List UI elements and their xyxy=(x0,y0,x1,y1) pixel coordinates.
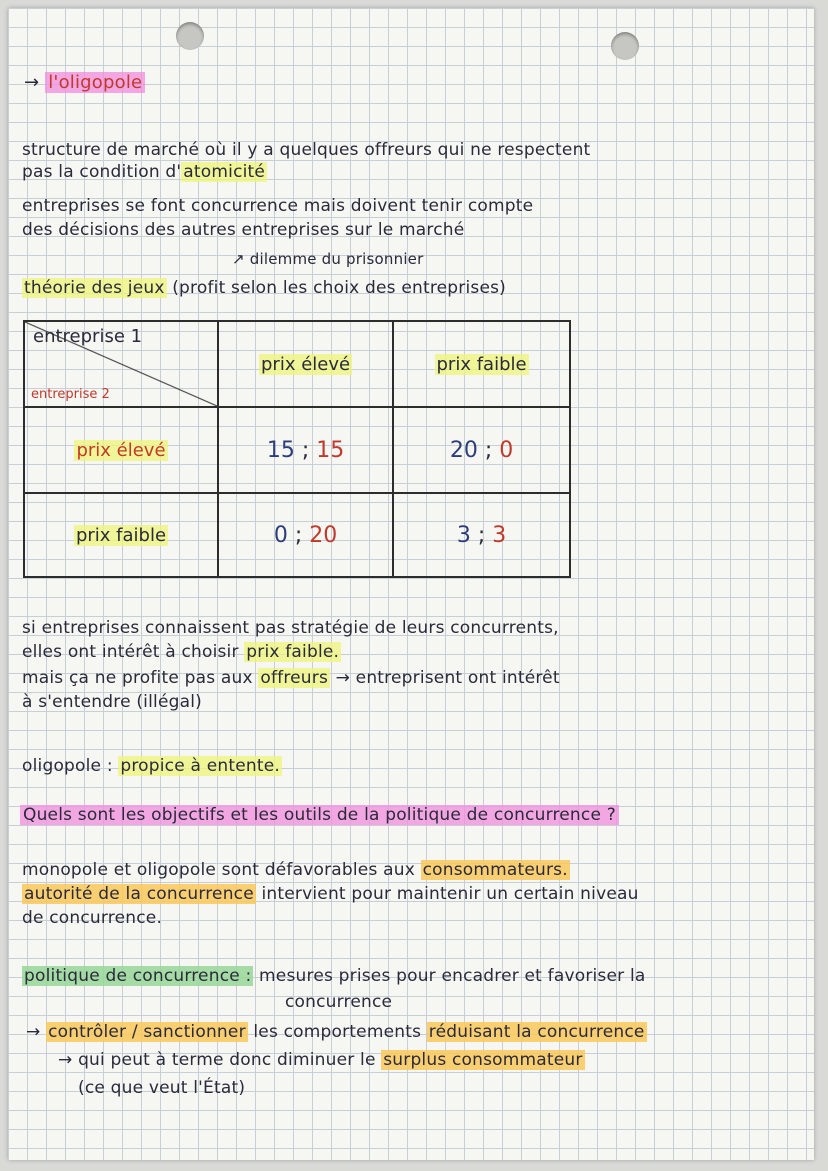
payoff-value: 15 xyxy=(316,437,345,463)
col-header-high xyxy=(218,321,393,407)
arrow-right-icon: → xyxy=(58,1050,73,1070)
analysis-line-3-text: mais ça ne profite pas aux xyxy=(22,668,259,688)
intro-line-2-text: pas la condition d' xyxy=(22,162,182,182)
policy-def-line-1: mesures prises pour encadrer et favoriser la xyxy=(259,966,646,986)
entente-highlight: propice à entente. xyxy=(120,756,280,776)
arrow-right-icon: → xyxy=(24,72,40,93)
analysis-line-4: à s'entendre (illégal) xyxy=(22,692,202,712)
row-header-high-text: prix élevé xyxy=(76,439,166,461)
theory-line xyxy=(22,278,506,298)
surplus-highlight: surplus consommateur xyxy=(383,1050,583,1070)
analysis-line-3 xyxy=(22,668,560,688)
question-heading xyxy=(20,805,619,825)
controler-highlight: contrôler / sanctionner xyxy=(48,1022,246,1042)
dilemma-text: dilemme du prisonnier xyxy=(249,250,424,268)
payoff-cell-high-high xyxy=(218,407,393,493)
policy-sub-text: qui peut à terme donc diminuer le xyxy=(78,1050,382,1070)
payoff-cell-low-high xyxy=(218,493,393,577)
col-header-high-text: prix élevé xyxy=(261,353,351,375)
intro-line-1: structure de marché où il y a quelques offreurs qui ne respectent xyxy=(22,140,591,160)
conclusion-line-1-text: monopole et oligopole sont défavorables aux xyxy=(22,860,421,880)
row-header-high xyxy=(24,407,218,493)
payoff-cell-low-low xyxy=(393,493,570,577)
policy-sub-point xyxy=(58,1050,585,1070)
oligopole-summary xyxy=(22,756,282,776)
analysis-line-2-text: elles ont intérêt à choisir xyxy=(22,642,245,662)
conclusion-line-1 xyxy=(22,860,570,880)
theory-paren: (profit selon les choix des entreprises) xyxy=(172,278,506,298)
prix-faible-highlight: prix faible. xyxy=(246,642,340,662)
payoff-separator: ; xyxy=(301,437,310,463)
oligopole-label: oligopole : xyxy=(22,756,119,776)
row-header-low xyxy=(24,493,218,577)
analysis-line-1: si entreprises connaissent pas stratégie de leurs concurrents, xyxy=(22,618,559,638)
payoff-value: 3 xyxy=(492,522,507,548)
payoff-value: 15 xyxy=(266,437,295,463)
policy-def-line-2: concurrence xyxy=(285,992,393,1012)
payoff-separator: ; xyxy=(477,522,486,548)
arrow-right-icon: → xyxy=(26,1022,41,1042)
conclusion-line-3: de concurrence. xyxy=(22,908,163,928)
payoff-separator: ; xyxy=(484,437,493,463)
col-header-low-text: prix faible xyxy=(436,353,527,375)
autorite-highlight: autorité de la concurrence xyxy=(24,884,254,904)
policy-point-text: les comportements xyxy=(247,1022,427,1042)
payoff-value: 0 xyxy=(499,437,514,463)
player-2-label: entreprise 2 xyxy=(31,387,110,402)
analysis-line-3-tail: → entreprisent ont intérêt xyxy=(330,668,560,688)
conclusion-line-2 xyxy=(22,884,639,904)
question-text: Quels sont les objectifs et les outils de la politique de concurrence ? xyxy=(20,805,619,825)
intro-line-4: des décisions des autres entreprises sur le marché xyxy=(22,220,465,240)
col-header-low xyxy=(393,321,570,407)
payoff-separator: ; xyxy=(294,522,303,548)
intro-line-3: entreprises se font concurrence mais doivent tenir compte xyxy=(22,196,534,216)
player-1-label: entreprise 1 xyxy=(33,326,143,347)
atomicite-highlight: atomicité xyxy=(183,162,266,182)
policy-point xyxy=(26,1022,647,1042)
payoff-value: 3 xyxy=(456,522,471,548)
consommateurs-highlight: consommateurs. xyxy=(422,860,568,880)
policy-definition xyxy=(22,966,645,986)
section-title xyxy=(24,72,145,93)
intro-line-2 xyxy=(22,162,267,182)
theory-label: théorie des jeux xyxy=(24,278,165,298)
dilemma-note xyxy=(232,250,423,268)
arrow-up-icon: ↗ xyxy=(232,250,245,268)
title-text: l'oligopole xyxy=(45,72,145,93)
policy-sub-note: (ce que veut l'État) xyxy=(78,1078,246,1098)
payoff-matrix xyxy=(23,320,571,578)
punch-hole-left xyxy=(176,22,204,50)
analysis-line-2 xyxy=(22,642,341,662)
row-header-low-text: prix faible xyxy=(75,524,167,546)
matrix-corner xyxy=(24,321,218,407)
conclusion-line-2-text: intervient pour maintenir un certain niveau xyxy=(255,884,639,904)
payoff-cell-high-low xyxy=(393,407,570,493)
policy-label: politique de concurrence : xyxy=(24,966,252,986)
punch-hole-right xyxy=(611,32,639,60)
payoff-value: 20 xyxy=(449,437,478,463)
payoff-value: 20 xyxy=(309,522,338,548)
offreurs-highlight: offreurs xyxy=(260,668,329,688)
payoff-value: 0 xyxy=(273,522,288,548)
reduisant-highlight: réduisant la concurrence xyxy=(428,1022,645,1042)
